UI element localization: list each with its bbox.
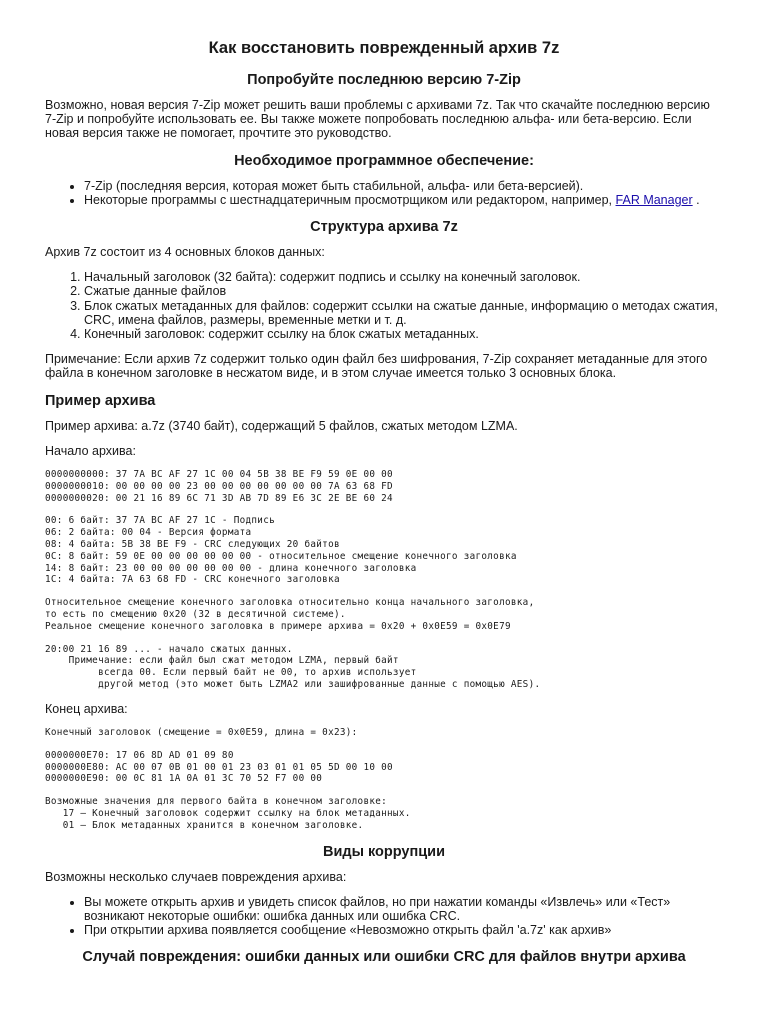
heading-archive-example: Пример архива	[45, 392, 156, 409]
example-intro: Пример архива: a.7z (3740 байт), содержащий 5 файлов, сжатых методом LZMA.	[45, 418, 518, 433]
hex-dump-end: 0000000E70: 17 06 8D AD 01 09 80 0000000E80: AC 00 07 0B 01 00 01 23 03 01 01 05 5D 00 10 00 0000000E90: 00 0C 81 1A 0A 01 3C 70 52 F7 00 00	[45, 749, 393, 785]
heading-required-software: Необходимое программное обеспечение:	[234, 152, 534, 169]
structure-note: Примечание: Если архив 7z содержит только один файл без шифрования, 7-Zip сохраняет метаданные для этого файла в конечном заголовке в несжатом виде, и в этом случае имеется только 3 основных блока.	[45, 352, 708, 381]
corruption-cases-list	[45, 895, 723, 938]
list-item	[84, 179, 723, 193]
list-item	[84, 193, 723, 207]
page-title: Как восстановить поврежденный архив 7z	[208, 39, 560, 57]
hex-dump-start: 0000000000: 37 7A BC AF 27 1C 00 04 5B 38 BE F9 59 0E 00 00 0000000010: 00 00 00 00 23 00 00 00 00 00 00 00 7A 63 68 FD 0000000020: 00 21 16 89 6C 71 3D AB 7D 89 E6 3C 2E BE 60 24	[45, 469, 393, 504]
archive-end-label: Конец архива:	[45, 701, 128, 716]
required-software-list	[45, 179, 723, 207]
far-manager-link[interactable]: FAR Manager	[615, 192, 693, 207]
list-item: • При открытии архива появляется сообщение «Невозможно открыть файл 'a.7z' как архив»	[84, 923, 723, 937]
list-item: 2. Сжатые данные файлов	[84, 284, 723, 298]
list-item-text: Некоторые программы с шестнадцатеричным просмотрщиком или редактором, например,	[84, 192, 613, 207]
heading-7z-structure: Структура архива 7z	[310, 219, 458, 236]
list-item-text: 7-Zip (последняя версия, которая может быть стабильной, альфа- или бета-версией).	[84, 178, 584, 193]
heading-crc-errors-case: Случай повреждения: ошибки данных или ошибки CRC для файлов внутри архива	[82, 949, 686, 966]
heading-latest-version: Попробуйте последнюю версию 7-Zip	[247, 72, 521, 88]
list-item: 1. Начальный заголовок (32 байта): содержит подпись и ссылку на конечный заголовок.	[84, 270, 723, 284]
end-header-caption: Конечный заголовок (смещение = 0x0E59, длина = 0x23):	[45, 727, 358, 738]
first-byte-values: Возможные значения для первого байта в конечном заголовке: 17 — Конечный заголовок содержит ссылку на блок метаданных. 01 — Блок метаданных хранится в конечном заголовке.	[45, 796, 411, 831]
structure-intro: Архив 7z состоит из 4 основных блоков данных:	[45, 245, 325, 260]
archive-start-label: Начало архива:	[45, 443, 136, 458]
paragraph-latest-version: Возможно, новая версия 7-Zip может решить ваши проблемы с архивами 7z. Так что скачайте последнюю версию 7-Zip и попробуйте использовать ее. Вы также можете попробовать последнюю альфа- или бета-версию. Если новая версия также не помогает, прочтите это руководство.	[45, 98, 710, 141]
corruption-intro: Возможны несколько случаев повреждения архива:	[45, 869, 347, 884]
list-item: 4. Конечный заголовок: содержит ссылку на блок сжатых метаданных.	[84, 327, 723, 341]
list-item: • Вы можете открыть архив и увидеть список файлов, но при нажатии команды «Извлечь» или «Тест» возникают некоторые ошибки: ошибка данных или ошибка CRC.	[84, 895, 723, 923]
list-item: 3. Блок сжатых метаданных для файлов: содержит ссылки на сжатые данные, информацию о методах сжатия, CRC, имена файлов, размеры, временные метки и т. д.	[84, 299, 723, 327]
offset-note: Относительное смещение конечного заголовка относительно конца начального заголовка, то есть по смещению 0x20 (32 в десятичной системе). Реальное смещение конечного заголовка в примере архива = 0x20 + 0x0E59 = 0x0E79	[45, 597, 535, 632]
list-item-tail: .	[696, 192, 700, 207]
heading-corruption-types: Виды коррупции	[322, 843, 445, 860]
compressed-data-note: 20:00 21 16 89 ... - начало сжатых данных. Примечание: если файл был сжат методом LZMA, первый байт всегда 00. Если первый байт не 00, то архив использует другой метод (это может быть LZMA2 или зашифрованные данные с помощью AES).	[45, 643, 541, 690]
structure-blocks-list	[45, 270, 723, 341]
header-fields-description: 00: 6 байт: 37 7A BC AF 27 1C - Подпись 06: 2 байта: 00 04 - Версия формата 08: 4 байта: 5B 38 BE F9 - CRC следующих 20 байтов 0C: 8 байт: 59 0E 00 00 00 00 00 00 - относительное смещение конечного заголовка 14: 8 байт: 23 00 00 00 00 00 00 00 - длина конечного заголовка 1C: 4 байта: 7A 63 68 FD - CRC конечного заголовка	[45, 515, 517, 586]
